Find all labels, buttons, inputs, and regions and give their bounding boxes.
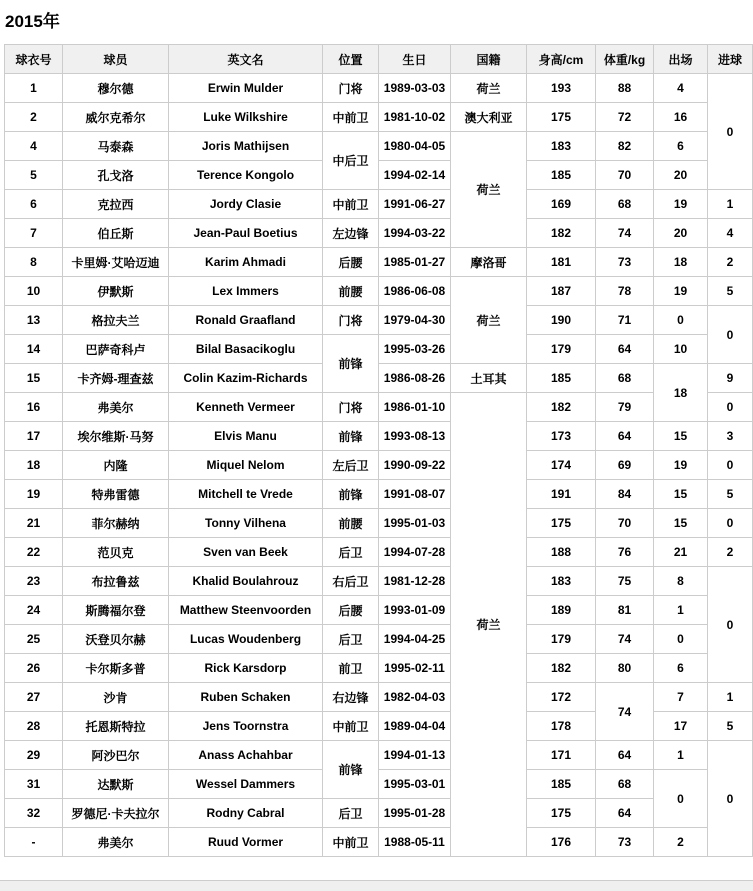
table-cell: Matthew Steenvoorden — [169, 596, 323, 625]
table-cell: Lucas Woudenberg — [169, 625, 323, 654]
table-row — [5, 567, 753, 596]
table-cell: 1988-05-11 — [379, 828, 451, 857]
table-cell: Bilal Basacikoglu — [169, 335, 323, 364]
table-cell: 5 — [708, 712, 753, 741]
table-cell: 4 — [654, 74, 708, 103]
table-cell: 24 — [5, 596, 63, 625]
table-cell: 15 — [654, 480, 708, 509]
table-cell: 16 — [5, 393, 63, 422]
table-cell: 卡齐姆-理查兹 — [63, 364, 169, 393]
table-cell: 1994-03-22 — [379, 219, 451, 248]
table-cell: 6 — [654, 132, 708, 161]
table-cell: 29 — [5, 741, 63, 770]
table-cell: - — [5, 828, 63, 857]
table-cell: 179 — [527, 335, 596, 364]
table-cell: 64 — [596, 799, 654, 828]
column-header: 体重/kg — [596, 45, 654, 74]
table-cell: 弗美尔 — [63, 828, 169, 857]
table-cell: 78 — [596, 277, 654, 306]
squad-table — [4, 44, 753, 857]
table-cell: 卡尔斯多普 — [63, 654, 169, 683]
table-cell: 中前卫 — [323, 828, 379, 857]
table-cell: Tonny Vilhena — [169, 509, 323, 538]
table-cell: 前锋 — [323, 422, 379, 451]
table-cell: 沃登贝尔赫 — [63, 625, 169, 654]
column-header: 国籍 — [451, 45, 527, 74]
table-cell: 0 — [654, 770, 708, 828]
table-row — [5, 74, 753, 103]
table-cell: 19 — [5, 480, 63, 509]
table-cell: 1993-01-09 — [379, 596, 451, 625]
table-cell: 18 — [654, 364, 708, 422]
table-cell: 3 — [708, 422, 753, 451]
table-cell: 9 — [708, 364, 753, 393]
table-cell: Jordy Clasie — [169, 190, 323, 219]
table-cell: 1994-07-28 — [379, 538, 451, 567]
table-cell: 8 — [5, 248, 63, 277]
table-cell: 罗德尼·卡夫拉尔 — [63, 799, 169, 828]
table-cell: 28 — [5, 712, 63, 741]
table-cell: 68 — [596, 364, 654, 393]
table-cell: Jens Toornstra — [169, 712, 323, 741]
table-cell: 门将 — [323, 306, 379, 335]
table-row — [5, 422, 753, 451]
table-cell: 前锋 — [323, 480, 379, 509]
table-cell: 182 — [527, 219, 596, 248]
table-row — [5, 538, 753, 567]
table-cell: Kenneth Vermeer — [169, 393, 323, 422]
table-cell: 1980-04-05 — [379, 132, 451, 161]
table-row — [5, 103, 753, 132]
table-row — [5, 741, 753, 770]
table-cell: 183 — [527, 567, 596, 596]
table-cell: 1 — [654, 741, 708, 770]
table-row — [5, 248, 753, 277]
table-cell: 187 — [527, 277, 596, 306]
table-cell: 2 — [654, 828, 708, 857]
table-cell: 右后卫 — [323, 567, 379, 596]
horizontal-scrollbar-track[interactable] — [0, 880, 753, 891]
column-header: 球衣号 — [5, 45, 63, 74]
column-header: 位置 — [323, 45, 379, 74]
table-cell: 马泰森 — [63, 132, 169, 161]
table-cell: 前腰 — [323, 509, 379, 538]
table-cell: 摩洛哥 — [451, 248, 527, 277]
table-cell: 1985-01-27 — [379, 248, 451, 277]
table-row — [5, 364, 753, 393]
table-cell: 14 — [5, 335, 63, 364]
table-cell: 175 — [527, 509, 596, 538]
table-cell: 斯腾福尔登 — [63, 596, 169, 625]
table-cell: 后腰 — [323, 248, 379, 277]
column-header: 英文名 — [169, 45, 323, 74]
table-cell: 80 — [596, 654, 654, 683]
table-cell: 182 — [527, 393, 596, 422]
table-cell: 15 — [654, 509, 708, 538]
table-cell: 2 — [708, 538, 753, 567]
table-cell: 193 — [527, 74, 596, 103]
table-cell: 荷兰 — [451, 393, 527, 857]
table-cell: 21 — [5, 509, 63, 538]
table-cell: 19 — [654, 190, 708, 219]
table-cell: Terence Kongolo — [169, 161, 323, 190]
table-row — [5, 770, 753, 799]
table-cell: 4 — [5, 132, 63, 161]
table-cell: 0 — [708, 741, 753, 857]
table-cell: 72 — [596, 103, 654, 132]
table-cell: 0 — [708, 306, 753, 364]
table-cell: 后卫 — [323, 799, 379, 828]
table-cell: 左边锋 — [323, 219, 379, 248]
table-cell: 1986-01-10 — [379, 393, 451, 422]
column-header: 身高/cm — [527, 45, 596, 74]
table-cell: 4 — [708, 219, 753, 248]
table-cell: Wessel Dammers — [169, 770, 323, 799]
column-header: 球员 — [63, 45, 169, 74]
table-cell: 达默斯 — [63, 770, 169, 799]
table-cell: Joris Mathijsen — [169, 132, 323, 161]
table-cell: 中前卫 — [323, 712, 379, 741]
table-cell: 71 — [596, 306, 654, 335]
table-cell: 173 — [527, 422, 596, 451]
table-cell: 32 — [5, 799, 63, 828]
table-row — [5, 335, 753, 364]
table-cell: 1 — [708, 190, 753, 219]
table-cell: 15 — [654, 422, 708, 451]
table-cell: 188 — [527, 538, 596, 567]
table-cell: 0 — [708, 451, 753, 480]
table-cell: Miquel Nelom — [169, 451, 323, 480]
table-cell: 68 — [596, 190, 654, 219]
table-cell: 1979-04-30 — [379, 306, 451, 335]
table-cell: 格拉夫兰 — [63, 306, 169, 335]
table-cell: 172 — [527, 683, 596, 712]
table-cell: 174 — [527, 451, 596, 480]
table-cell: 19 — [654, 451, 708, 480]
table-cell: Anass Achahbar — [169, 741, 323, 770]
table-row — [5, 596, 753, 625]
table-cell: 171 — [527, 741, 596, 770]
table-cell: 169 — [527, 190, 596, 219]
table-cell: 1981-12-28 — [379, 567, 451, 596]
table-cell: 中前卫 — [323, 103, 379, 132]
table-cell: 27 — [5, 683, 63, 712]
table-cell: 21 — [654, 538, 708, 567]
table-cell: 31 — [5, 770, 63, 799]
table-cell: 18 — [5, 451, 63, 480]
table-row — [5, 132, 753, 161]
table-cell: 1986-08-26 — [379, 364, 451, 393]
table-cell: 菲尔赫纳 — [63, 509, 169, 538]
table-cell: 22 — [5, 538, 63, 567]
table-cell: 88 — [596, 74, 654, 103]
table-cell: 6 — [5, 190, 63, 219]
table-cell: Mitchell te Vrede — [169, 480, 323, 509]
table-cell: 175 — [527, 103, 596, 132]
table-cell: Jean-Paul Boetius — [169, 219, 323, 248]
table-cell: 荷兰 — [451, 132, 527, 248]
table-cell: 0 — [654, 306, 708, 335]
table-cell: 前锋 — [323, 741, 379, 799]
table-cell: 埃尔维斯·马努 — [63, 422, 169, 451]
table-cell: 1993-08-13 — [379, 422, 451, 451]
table-cell: 孔戈洛 — [63, 161, 169, 190]
table-cell: 5 — [5, 161, 63, 190]
table-cell: 10 — [654, 335, 708, 364]
table-cell: 84 — [596, 480, 654, 509]
table-cell: 2 — [5, 103, 63, 132]
table-cell: 1989-04-04 — [379, 712, 451, 741]
table-cell: 181 — [527, 248, 596, 277]
table-row — [5, 683, 753, 712]
table-cell: 特弗雷德 — [63, 480, 169, 509]
table-cell: 19 — [654, 277, 708, 306]
column-header: 生日 — [379, 45, 451, 74]
table-cell: 70 — [596, 509, 654, 538]
table-cell: 左后卫 — [323, 451, 379, 480]
table-cell: 1989-03-03 — [379, 74, 451, 103]
table-row — [5, 45, 753, 74]
table-cell: 81 — [596, 596, 654, 625]
table-cell: 23 — [5, 567, 63, 596]
table-cell: 巴萨奇科卢 — [63, 335, 169, 364]
table-cell: 1 — [654, 596, 708, 625]
table-cell: Ruud Vormer — [169, 828, 323, 857]
table-cell: 土耳其 — [451, 364, 527, 393]
table-cell: 1995-01-03 — [379, 509, 451, 538]
table-cell: 1 — [5, 74, 63, 103]
table-cell: 191 — [527, 480, 596, 509]
table-cell: 7 — [5, 219, 63, 248]
table-row — [5, 451, 753, 480]
table-cell: 1995-02-11 — [379, 654, 451, 683]
table-cell: 69 — [596, 451, 654, 480]
table-body — [5, 74, 753, 857]
page-title: 2015年 — [5, 12, 60, 31]
table-cell: 弗美尔 — [63, 393, 169, 422]
table-row — [5, 219, 753, 248]
table-cell: 64 — [596, 741, 654, 770]
table-cell: 79 — [596, 393, 654, 422]
table-cell: 189 — [527, 596, 596, 625]
table-cell: 1991-06-27 — [379, 190, 451, 219]
table-row — [5, 161, 753, 190]
table-cell: 70 — [596, 161, 654, 190]
table-cell: 布拉鲁兹 — [63, 567, 169, 596]
table-cell: 门将 — [323, 74, 379, 103]
table-cell: 75 — [596, 567, 654, 596]
table-cell: 后卫 — [323, 538, 379, 567]
table-cell: 179 — [527, 625, 596, 654]
table-cell: 1995-01-28 — [379, 799, 451, 828]
table-cell: 5 — [708, 277, 753, 306]
table-cell: 2 — [708, 248, 753, 277]
table-cell: 1995-03-01 — [379, 770, 451, 799]
table-row — [5, 393, 753, 422]
table-cell: 10 — [5, 277, 63, 306]
table-cell: 74 — [596, 219, 654, 248]
table-cell: 8 — [654, 567, 708, 596]
table-cell: 范贝克 — [63, 538, 169, 567]
table-row — [5, 625, 753, 654]
table-cell: 74 — [596, 625, 654, 654]
table-cell: 175 — [527, 799, 596, 828]
table-cell: 前锋 — [323, 335, 379, 393]
table-cell: 5 — [708, 480, 753, 509]
table-cell: Colin Kazim-Richards — [169, 364, 323, 393]
table-cell: 1 — [708, 683, 753, 712]
table-cell: 右边锋 — [323, 683, 379, 712]
table-cell: Sven van Beek — [169, 538, 323, 567]
table-cell: 176 — [527, 828, 596, 857]
table-cell: 门将 — [323, 393, 379, 422]
table-cell: 68 — [596, 770, 654, 799]
table-row — [5, 306, 753, 335]
table-cell: 0 — [708, 509, 753, 538]
table-cell: Elvis Manu — [169, 422, 323, 451]
table-cell: 阿沙巴尔 — [63, 741, 169, 770]
table-cell: 1991-08-07 — [379, 480, 451, 509]
table-cell: 中后卫 — [323, 132, 379, 190]
table-cell: 25 — [5, 625, 63, 654]
table-cell: 1982-04-03 — [379, 683, 451, 712]
table-cell: 后卫 — [323, 625, 379, 654]
table-cell: 1981-10-02 — [379, 103, 451, 132]
table-cell: Luke Wilkshire — [169, 103, 323, 132]
table-cell: Ronald Graafland — [169, 306, 323, 335]
table-cell: Lex Immers — [169, 277, 323, 306]
table-cell: 卡里姆·艾哈迈迪 — [63, 248, 169, 277]
table-cell: 克拉西 — [63, 190, 169, 219]
table-cell: 1990-09-22 — [379, 451, 451, 480]
table-cell: 178 — [527, 712, 596, 741]
table-cell: 190 — [527, 306, 596, 335]
table-cell: 后腰 — [323, 596, 379, 625]
table-row — [5, 828, 753, 857]
table-cell: Rodny Cabral — [169, 799, 323, 828]
table-cell: 前腰 — [323, 277, 379, 306]
column-header: 进球 — [708, 45, 753, 74]
table-cell: 76 — [596, 538, 654, 567]
column-header: 出场 — [654, 45, 708, 74]
table-cell: 20 — [654, 219, 708, 248]
table-cell: Erwin Mulder — [169, 74, 323, 103]
table-cell: Khalid Boulahrouz — [169, 567, 323, 596]
table-cell: 伯丘斯 — [63, 219, 169, 248]
table-cell: 内隆 — [63, 451, 169, 480]
table-cell: 73 — [596, 828, 654, 857]
table-cell: 1986-06-08 — [379, 277, 451, 306]
table-cell: 澳大利亚 — [451, 103, 527, 132]
table-cell: 沙肯 — [63, 683, 169, 712]
table-cell: 183 — [527, 132, 596, 161]
table-cell: 1994-01-13 — [379, 741, 451, 770]
table-cell: Karim Ahmadi — [169, 248, 323, 277]
table-cell: 威尔克希尔 — [63, 103, 169, 132]
table-cell: 中前卫 — [323, 190, 379, 219]
table-cell: 1994-04-25 — [379, 625, 451, 654]
table-cell: 伊默斯 — [63, 277, 169, 306]
table-cell: 64 — [596, 422, 654, 451]
table-cell: 0 — [654, 625, 708, 654]
table-cell: 托恩斯特拉 — [63, 712, 169, 741]
table-cell: 0 — [708, 393, 753, 422]
table-cell: 74 — [596, 683, 654, 741]
table-cell: 荷兰 — [451, 277, 527, 364]
table-cell: 1994-02-14 — [379, 161, 451, 190]
table-cell: 64 — [596, 335, 654, 364]
table-cell: 穆尔德 — [63, 74, 169, 103]
table-row — [5, 799, 753, 828]
table-cell: 16 — [654, 103, 708, 132]
table-cell: 15 — [5, 364, 63, 393]
table-row — [5, 509, 753, 538]
table-cell: 73 — [596, 248, 654, 277]
table-cell: 1995-03-26 — [379, 335, 451, 364]
table-cell: 0 — [708, 74, 753, 190]
table-cell: Ruben Schaken — [169, 683, 323, 712]
table-cell: Rick Karsdorp — [169, 654, 323, 683]
table-cell: 前卫 — [323, 654, 379, 683]
table-header-row — [5, 45, 753, 74]
table-cell: 185 — [527, 364, 596, 393]
table-cell: 17 — [654, 712, 708, 741]
table-cell: 13 — [5, 306, 63, 335]
table-cell: 17 — [5, 422, 63, 451]
table-cell: 0 — [708, 567, 753, 683]
table-cell: 20 — [654, 161, 708, 190]
table-cell: 185 — [527, 161, 596, 190]
table-row — [5, 277, 753, 306]
table-row — [5, 480, 753, 509]
table-row — [5, 190, 753, 219]
table-cell: 7 — [654, 683, 708, 712]
table-row — [5, 654, 753, 683]
table-cell: 26 — [5, 654, 63, 683]
table-cell: 6 — [654, 654, 708, 683]
table-cell: 82 — [596, 132, 654, 161]
table-cell: 荷兰 — [451, 74, 527, 103]
table-cell: 185 — [527, 770, 596, 799]
table-cell: 18 — [654, 248, 708, 277]
table-cell: 182 — [527, 654, 596, 683]
